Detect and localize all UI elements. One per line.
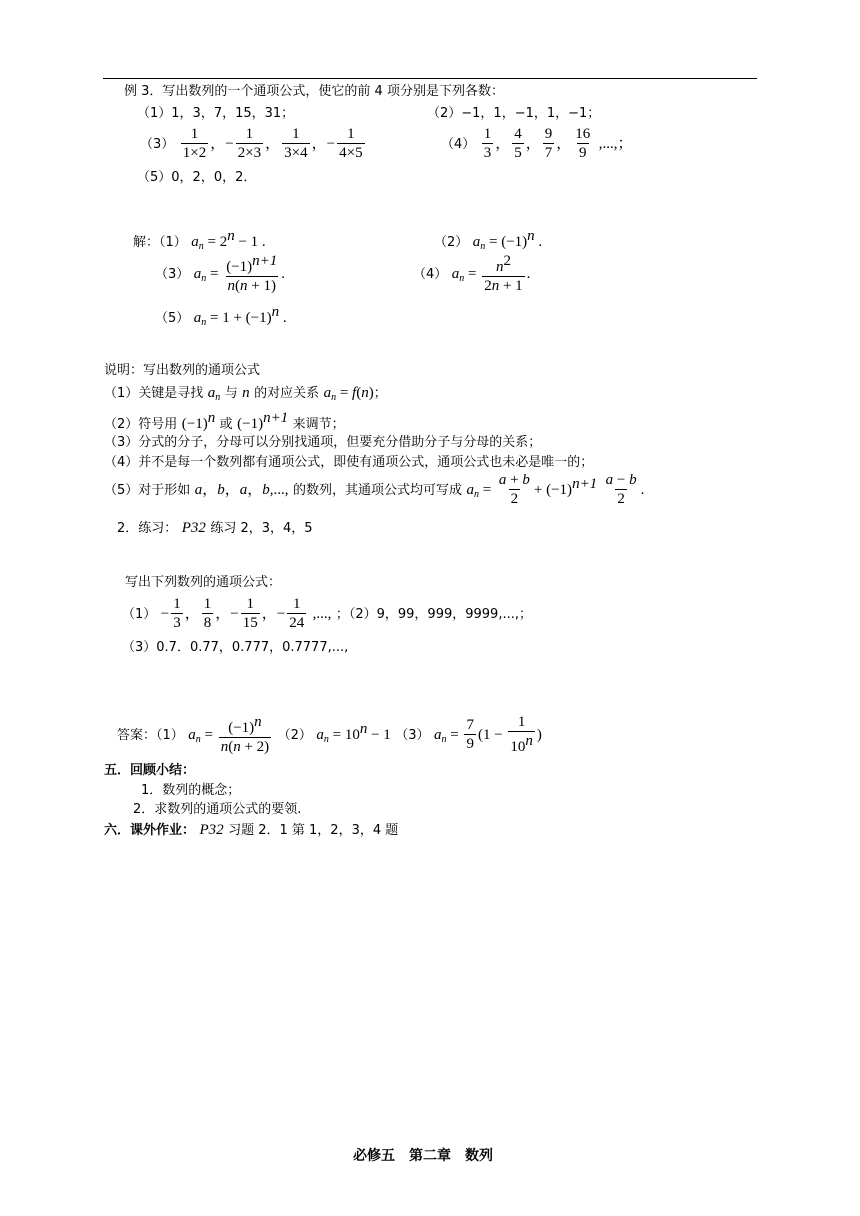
practice-q1: （1） − $\frac{1}{3}$ ， $\frac{1}{8}$ ，− $\frac{1}{15}$ ，− $\frac{1}{24}$ ,..., ；（2）9，99，999，9999,...,； — [122, 596, 532, 632]
practice-ref-text: 练习 2，3，4，5 — [210, 521, 313, 536]
part-4-label: （4） — [441, 137, 476, 153]
part-4-denominator: 3 — [483, 145, 492, 162]
part-4-fraction — [512, 126, 524, 162]
solution-2-label: （2） — [434, 235, 469, 250]
solution-3: （3） $a_n$ = $\frac{(-1)^{n+1}}{n(n + 1)}$ . — [155, 253, 286, 295]
solution-5: （5） $a_n = 1 + (-1)^n$ . — [155, 304, 287, 328]
practice-q2: ；（2）9，99，999，9999,...,； — [335, 607, 532, 623]
solution-4-label: （4） — [413, 267, 448, 283]
practice-prompt: 写出下列数列的通项公式： — [125, 575, 282, 590]
answers: 答案：（1） $a_n$ = $\frac{(-1)^n}{n(n + 2)}$ （2） $a_n = 10^n - 1$ （3） $a_n$ = $\frac{7}{9}$ (1 − $\frac{1}{10^n}$ ) — [117, 714, 542, 756]
part-3-separator: ， — [265, 136, 281, 153]
solution-3-label: （3） — [155, 267, 190, 283]
q1-numerator: 1 — [292, 596, 301, 612]
part-3-numerator: 1 — [245, 126, 254, 142]
practice-ref: P32 — [181, 520, 206, 536]
notes-title: 说明：写出数列的通项公式 — [104, 363, 261, 378]
part-4-terms — [480, 126, 595, 162]
q1-denominator: 8 — [203, 615, 212, 632]
answer-3-label: （3） — [395, 728, 430, 744]
part-4-separator: ， — [495, 136, 511, 153]
part-4-separator: ， — [525, 136, 541, 153]
part-4-fraction — [543, 126, 555, 162]
part-3-denominator: 4×5 — [339, 145, 363, 162]
practice-heading: 2．练习： — [117, 521, 178, 536]
note-2-post: 来调节； — [292, 417, 345, 432]
q1-fraction — [241, 596, 260, 632]
homework-heading: 六．课外作业： — [104, 823, 196, 838]
q1-denominator: 3 — [173, 615, 181, 632]
note-5-pre: （5）对于形如 — [104, 483, 191, 499]
answer-2-label: （2） — [277, 728, 312, 744]
note-1-pre: （1）关键是寻找 — [104, 386, 204, 401]
q1-fraction — [171, 596, 183, 632]
summary-heading: 五．回顾小结： — [104, 763, 196, 778]
q1-numerator: 1 — [203, 596, 212, 612]
answer-label: 答案：（1） — [117, 728, 184, 744]
part-3-numerator: 1 — [190, 126, 199, 142]
q1-separator: ， — [184, 606, 200, 623]
part-3-fraction — [337, 126, 364, 162]
solution-label: 解：（1） — [133, 235, 187, 250]
q1-fraction — [202, 596, 214, 632]
part-4-numerator: 1 — [483, 126, 492, 142]
practice-q3: （3）0.7．0.77，0.777，0.7777,..., — [122, 640, 349, 655]
example-part-3 — [140, 126, 367, 162]
homework-line — [104, 822, 398, 839]
part-4-fraction — [573, 126, 592, 162]
solution-5-label: （5） — [155, 311, 190, 326]
part-4-numerator: 9 — [544, 126, 553, 142]
note-1: （1）关键是寻找 $a_n$ 与 n 的对应关系 $a_n = f(n)$； — [104, 385, 387, 403]
note-5: （5）对于形如 a，b，a，b,..., 的数列，其通项公式均可写成 $a_n$ = $\frac{a + b}{2}$ + $(-1)^{n+1}$ $\frac{a - b}{2}$ . — [104, 472, 645, 508]
part-3-separator: ， — [311, 136, 327, 153]
note-4: （4）并不是每一个数列都有通项公式，即使有通项公式，通项公式也未必是唯一的； — [104, 455, 594, 470]
part-3-separator: ， — [210, 136, 226, 153]
q1-denominator: 24 — [289, 615, 305, 632]
note-2-mid: 或 — [219, 417, 233, 432]
part-4-denominator: 9 — [579, 145, 587, 162]
part-4-denominator: 5 — [514, 145, 522, 162]
page-footer: 必修五 第二章 数列 — [353, 1148, 493, 1164]
example-part-4 — [441, 126, 633, 162]
part-3-numerator: 1 — [347, 126, 355, 142]
q1-separator: ， — [215, 606, 231, 623]
part-3-fraction — [181, 126, 208, 162]
note-2: （2）符号用 $(-1)^n$ 或 $(-1)^{n+1}$ 来调节； — [104, 410, 345, 432]
summary-item-2: 2．求数列的通项公式的要领. — [133, 802, 302, 817]
part-4-separator: ， — [556, 136, 572, 153]
q1-fraction — [287, 596, 306, 632]
homework-ref: P32 — [199, 822, 224, 838]
part-4-numerator: 4 — [514, 126, 522, 142]
part-4-numerator: 16 — [575, 126, 591, 142]
q1-sign: − — [230, 606, 239, 623]
q1-separator: ， — [261, 606, 277, 623]
q1-terms — [160, 596, 308, 632]
part-3-denominator: 3×4 — [284, 145, 308, 162]
example-part-5: （5）0，2，0，2． — [137, 170, 257, 185]
q1-numerator: 1 — [173, 596, 181, 612]
part-4-fraction — [482, 126, 494, 162]
note-2-pre: （2）符号用 — [104, 417, 178, 432]
part-4-tail: ,...,； — [598, 136, 633, 153]
q1-sign: − — [160, 606, 170, 623]
part-3-fraction — [282, 126, 309, 162]
summary-item-1: 1．数列的概念； — [141, 783, 241, 798]
note-5-mid: 的数列，其通项公式均可写成 — [292, 483, 462, 499]
part-3-label: （3） — [140, 137, 175, 153]
note-3: （3）分式的分子，分母可以分别找通项，但要充分借助分子与分母的关系； — [104, 435, 542, 450]
part-3-denominator: 1×2 — [182, 145, 207, 162]
solution-1: 解：（1） $a_n = 2^n - 1$ . — [133, 228, 266, 252]
q1-sign: − — [276, 606, 286, 623]
part-3-numerator: 1 — [292, 126, 300, 142]
part-3-sign: − — [326, 136, 336, 153]
q1-label: （1） — [122, 607, 157, 623]
note-1-post: 的对应关系 — [254, 386, 320, 401]
homework-text: 习题 2．1 第 1，2，3，4 题 — [228, 823, 399, 838]
example-part-1: （1）1，3，7，15，31； — [137, 106, 295, 121]
example-title: 例 3．写出数列的一个通项公式，使它的前 4 项分别是下列各数： — [124, 84, 504, 99]
note-1-mid: 与 — [224, 386, 238, 401]
q1-denominator: 15 — [242, 615, 258, 632]
part-3-sign: − — [225, 136, 234, 153]
header-rule — [103, 78, 757, 79]
part-3-fraction — [236, 126, 263, 162]
part-3-denominator: 2×3 — [237, 145, 262, 162]
example-part-2: （2）−1，1，−1，1，−1； — [427, 106, 601, 121]
solution-2: （2） $a_n = (-1)^n$ . — [434, 228, 543, 252]
q1-numerator: 1 — [246, 596, 254, 612]
practice-heading-line — [117, 520, 313, 537]
solution-4: （4） $a_n$ = $\frac{n^2}{2n + 1}$ . — [413, 253, 531, 295]
part-4-denominator: 7 — [544, 145, 553, 162]
